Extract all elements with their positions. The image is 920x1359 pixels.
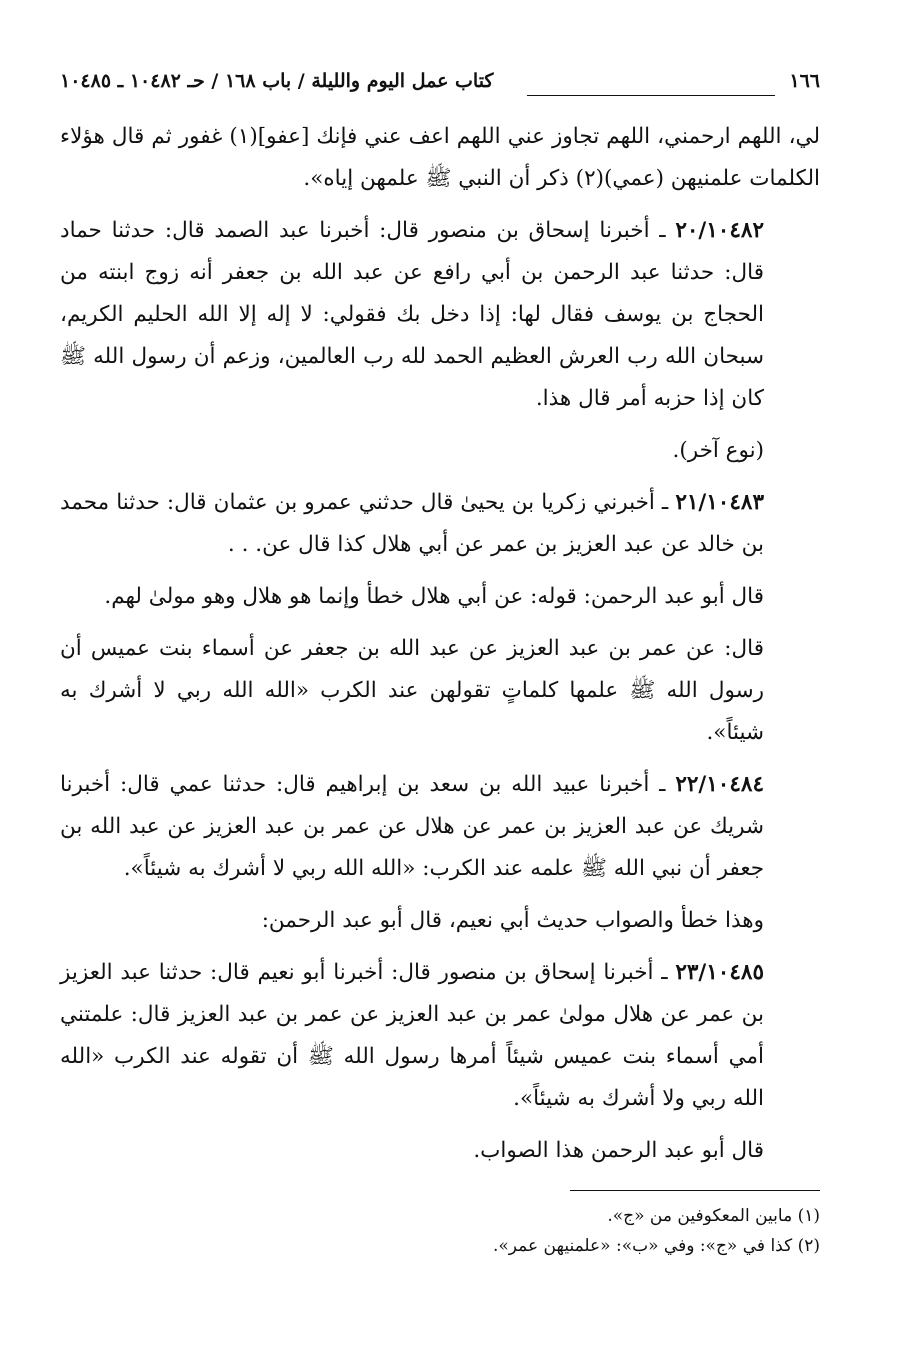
text-paragraph (60, 764, 820, 890)
paragraph-text: ـ أخبرنا عبيد الله بن سعد بن إبراهيم قال: حدثنا عمي قال: أخبرنا شريك عن عبد العزيز بن عمر عن هلال عن عمر بن عبد العزيز عن عبد الله بن جعفر أن نبي الله ﷺ علمه عند الكرب: «الله الله ربي لا أشرك به شيئاً». (60, 772, 764, 881)
paragraph-text: لي، اللهم ارحمني، اللهم تجاوز عني اللهم اعف عني فإنك [عفو](١) غفور ثم قال هؤلاء الكلمات علمنيهن (عمي)(٢) ذكر أن النبي ﷺ علمهن إياه». (60, 124, 820, 191)
paragraph-text: قال: عن عمر بن عبد العزيز عن عبد الله بن جعفر عن أسماء بنت عميس أن رسول الله ﷺ علمها كلماتٍ تقولهن عند الكرب «الله الله ربي لا أشرك به شيئاً». (60, 636, 764, 745)
text-paragraph (60, 430, 820, 472)
paragraph-text: قال أبو عبد الرحمن: قوله: عن أبي هلال خطأ وإنما هو هلال وهو مولىٰ لهم. (104, 584, 764, 609)
text-paragraph (60, 1130, 820, 1172)
text-paragraph (60, 482, 820, 566)
paragraph-text: قال أبو عبد الرحمن هذا الصواب. (473, 1138, 764, 1163)
text-paragraph (60, 952, 820, 1120)
hadith-number: ٢٣/١٠٤٨٥ (675, 960, 764, 985)
footnote: (١) مابين المعكوفين من «ج». (607, 1206, 820, 1226)
paragraph-text: (نوع آخر). (672, 438, 764, 463)
hadith-number: ٢٠/١٠٤٨٢ (675, 218, 764, 243)
hadith-number: ٢١/١٠٤٨٣ (675, 490, 764, 515)
footnotes (60, 1201, 820, 1261)
text-paragraph (60, 900, 820, 942)
paragraph-text: ـ أخبرني زكريا بن يحيىٰ قال حدثني عمرو بن عثمان قال: حدثنا محمد بن خالد عن عبد العزيز بن عمر عن أبي هلال كذا قال عن. . . (60, 490, 764, 557)
paragraph-text: وهذا خطأ والصواب حديث أبي نعيم، قال أبو عبد الرحمن: (261, 908, 764, 933)
book-page (60, 70, 820, 1261)
header-rule (527, 85, 775, 96)
text-paragraph (60, 576, 820, 618)
footnote-divider (570, 1190, 820, 1191)
hadith-number: ٢٢/١٠٤٨٤ (675, 772, 764, 797)
text-paragraph (60, 210, 820, 420)
paragraph-text: ـ أخبرنا إسحاق بن منصور قال: أخبرنا أبو نعيم قال: حدثنا عبد العزيز بن عمر عن هلال مولىٰ عمر بن عبد العزيز عن عمر بن عبد العزيز قال: علمتني أمي أسماء بنت عميس شيئاً أمرها رسول الله ﷺ أن تقوله عند الكرب «الله الله ربي ولا أشرك به شيئاً». (60, 960, 764, 1111)
text-paragraph (60, 116, 820, 200)
paragraph-text: ـ أخبرنا إسحاق بن منصور قال: أخبرنا عبد الصمد قال: حدثنا حماد قال: حدثنا عبد الرحمن بن أبي رافع عن عبد الله بن جعفر أنه زوج ابنته من الحجاج بن يوسف فقال لها: إذا دخل بك فقولي: لا إله إلا الله الحليم الكريم، سبحان الله رب العرش العظيم الحمد لله رب العالمين، وزعم أن رسول الله ﷺ كان إذا حزبه أمر قال هذا. (60, 218, 764, 411)
page-number: ١٦٦ (789, 70, 820, 92)
running-title: كتاب عمل اليوم والليلة / باب ١٦٨ / حـ ١٠٤٨٢ ـ ١٠٤٨٥ (60, 70, 494, 92)
text-paragraph (60, 628, 820, 754)
page-header (60, 70, 820, 110)
footnote: (٢) كذا في «ج»: وفي «ب»: «علمنيهن عمر». (492, 1236, 820, 1256)
page-body (60, 116, 820, 1172)
